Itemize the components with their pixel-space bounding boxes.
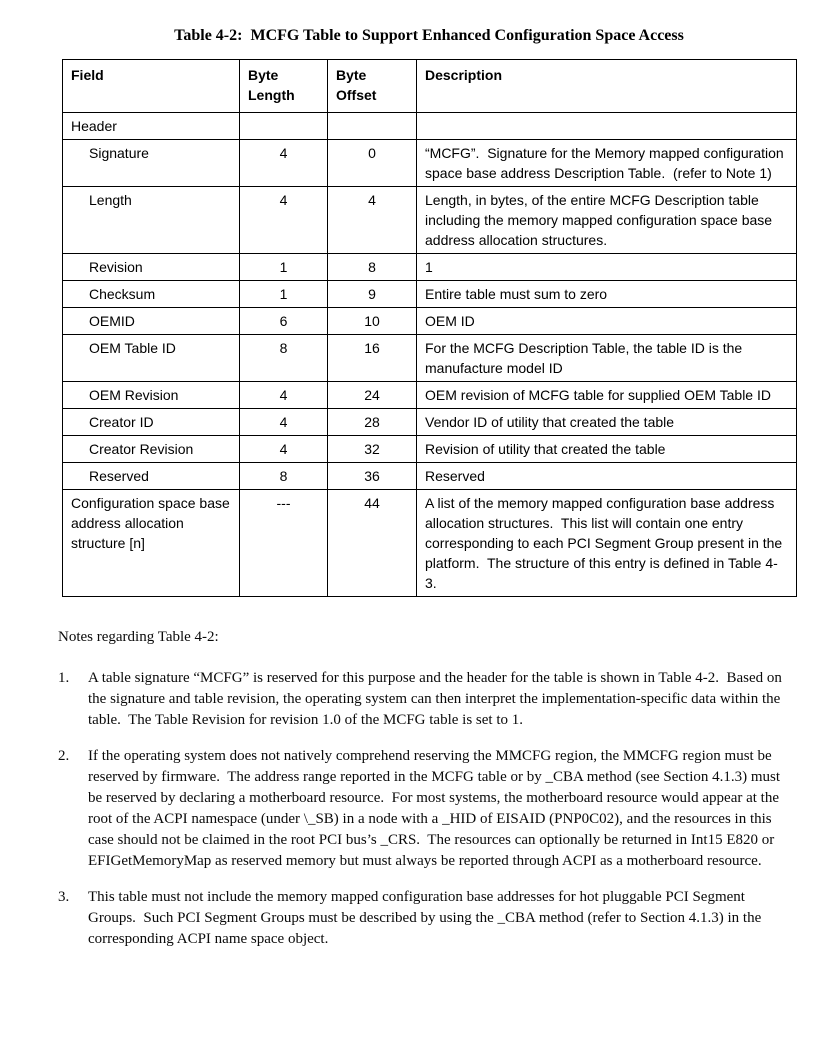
note-text: This table must not include the memory mapped configuration base addresses for hot pluggable PCI Segment Groups. Such PCI Segment Groups must be described by using the _CBA method (refer to Section 4.1.3) in the corresponding ACPI name space object. [88,889,765,947]
field-cell: Revision [63,254,240,281]
column-header-field: Field [63,60,240,113]
byte-length-cell: 8 [240,463,328,490]
byte-offset-cell [328,113,417,140]
byte-offset-cell: 9 [328,281,417,308]
mcfg-table [62,59,797,597]
note-number: 1. [58,670,70,686]
byte-length-cell: 4 [240,187,328,254]
field-cell: Checksum [63,281,240,308]
table-row-checksum [63,281,797,308]
table-row-length [63,187,797,254]
byte-length-cell: 4 [240,382,328,409]
note-item-1 [58,668,786,731]
byte-length-cell [240,113,328,140]
table-header-row [63,60,797,113]
byte-offset-cell: 44 [328,490,417,597]
description-cell: Revision of utility that created the table [417,436,797,463]
byte-length-cell: 6 [240,308,328,335]
table-row-creator-id [63,409,797,436]
table-row-revision [63,254,797,281]
byte-offset-cell: 0 [328,140,417,187]
byte-offset-cell: 8 [328,254,417,281]
field-cell: OEM Revision [63,382,240,409]
table-row-config-space [63,490,797,597]
description-cell [417,113,797,140]
field-cell: OEMID [63,308,240,335]
note-item-2 [58,746,786,872]
byte-offset-cell: 16 [328,335,417,382]
column-header-byte-offset: Byte Offset [328,60,417,113]
byte-offset-cell: 24 [328,382,417,409]
description-cell: Length, in bytes, of the entire MCFG Description table including the memory mapped configuration space base address allocation structures. [417,187,797,254]
description-cell: A list of the memory mapped configuration base address allocation structures. This list will contain one entry corresponding to each PCI Segment Group present in the platform. The structure of this entry is defined in Table 4-3. [417,490,797,597]
byte-length-cell: 4 [240,409,328,436]
byte-length-cell: 1 [240,281,328,308]
description-cell: 1 [417,254,797,281]
field-cell: Header [63,113,240,140]
field-cell: Length [63,187,240,254]
byte-length-cell: 4 [240,140,328,187]
byte-length-cell: 1 [240,254,328,281]
field-cell: Reserved [63,463,240,490]
field-cell: OEM Table ID [63,335,240,382]
description-cell: Entire table must sum to zero [417,281,797,308]
note-number: 3. [58,889,70,905]
note-item-3 [58,887,786,950]
note-text: A table signature “MCFG” is reserved for this purpose and the header for the table is shown in Table 4-2. Based on the signature and table revision, the operating system can then interpret the implementation-specific data within the table. The Table Revision for revision 1.0 of the MCFG table is set to 1. [88,670,786,728]
notes-section [58,627,786,950]
byte-offset-cell: 4 [328,187,417,254]
table-row-signature [63,140,797,187]
notes-heading: Notes regarding Table 4-2: [58,629,219,645]
field-cell: Signature [63,140,240,187]
description-cell: OEM ID [417,308,797,335]
table-caption: Table 4-2: MCFG Table to Support Enhanced Configuration Space Access [174,27,684,44]
description-cell: Vendor ID of utility that created the table [417,409,797,436]
table-row-oem-table-id [63,335,797,382]
table-row-reserved [63,463,797,490]
description-cell: OEM revision of MCFG table for supplied OEM Table ID [417,382,797,409]
byte-offset-cell: 36 [328,463,417,490]
byte-length-cell: --- [240,490,328,597]
byte-offset-cell: 32 [328,436,417,463]
description-cell: For the MCFG Description Table, the table ID is the manufacture model ID [417,335,797,382]
column-header-byte-length: Byte Length [240,60,328,113]
note-text: If the operating system does not natively comprehend reserving the MMCFG region, the MMCFG region must be reserved by firmware. The address range reported in the MCFG table or by _CBA method (see Section 4.1.3) must be reserved by declaring a motherboard resource. For most systems, the motherboard resource would appear at the root of the ACPI namespace (under \_SB) in a node with a _HID of EISAID (PNP0C02), and the resources in this case should not be claimed in the root PCI bus’s _CRS. The resources can optionally be returned in Int15 E820 or EFIGetMemoryMap as reserved memory but must always be reported through ACPI as a motherboard resource. [88,748,784,869]
description-cell: “MCFG”. Signature for the Memory mapped configuration space base address Description Table. (refer to Note 1) [417,140,797,187]
field-cell: Creator Revision [63,436,240,463]
column-header-description: Description [417,60,797,113]
table-row-creator-revision [63,436,797,463]
field-cell: Creator ID [63,409,240,436]
table-row-header [63,113,797,140]
byte-length-cell: 4 [240,436,328,463]
table-row-oemid [63,308,797,335]
description-cell: Reserved [417,463,797,490]
byte-offset-cell: 10 [328,308,417,335]
byte-length-cell: 8 [240,335,328,382]
byte-offset-cell: 28 [328,409,417,436]
field-cell: Configuration space base address allocation structure [n] [63,490,240,597]
table-row-oem-revision [63,382,797,409]
note-number: 2. [58,748,70,764]
